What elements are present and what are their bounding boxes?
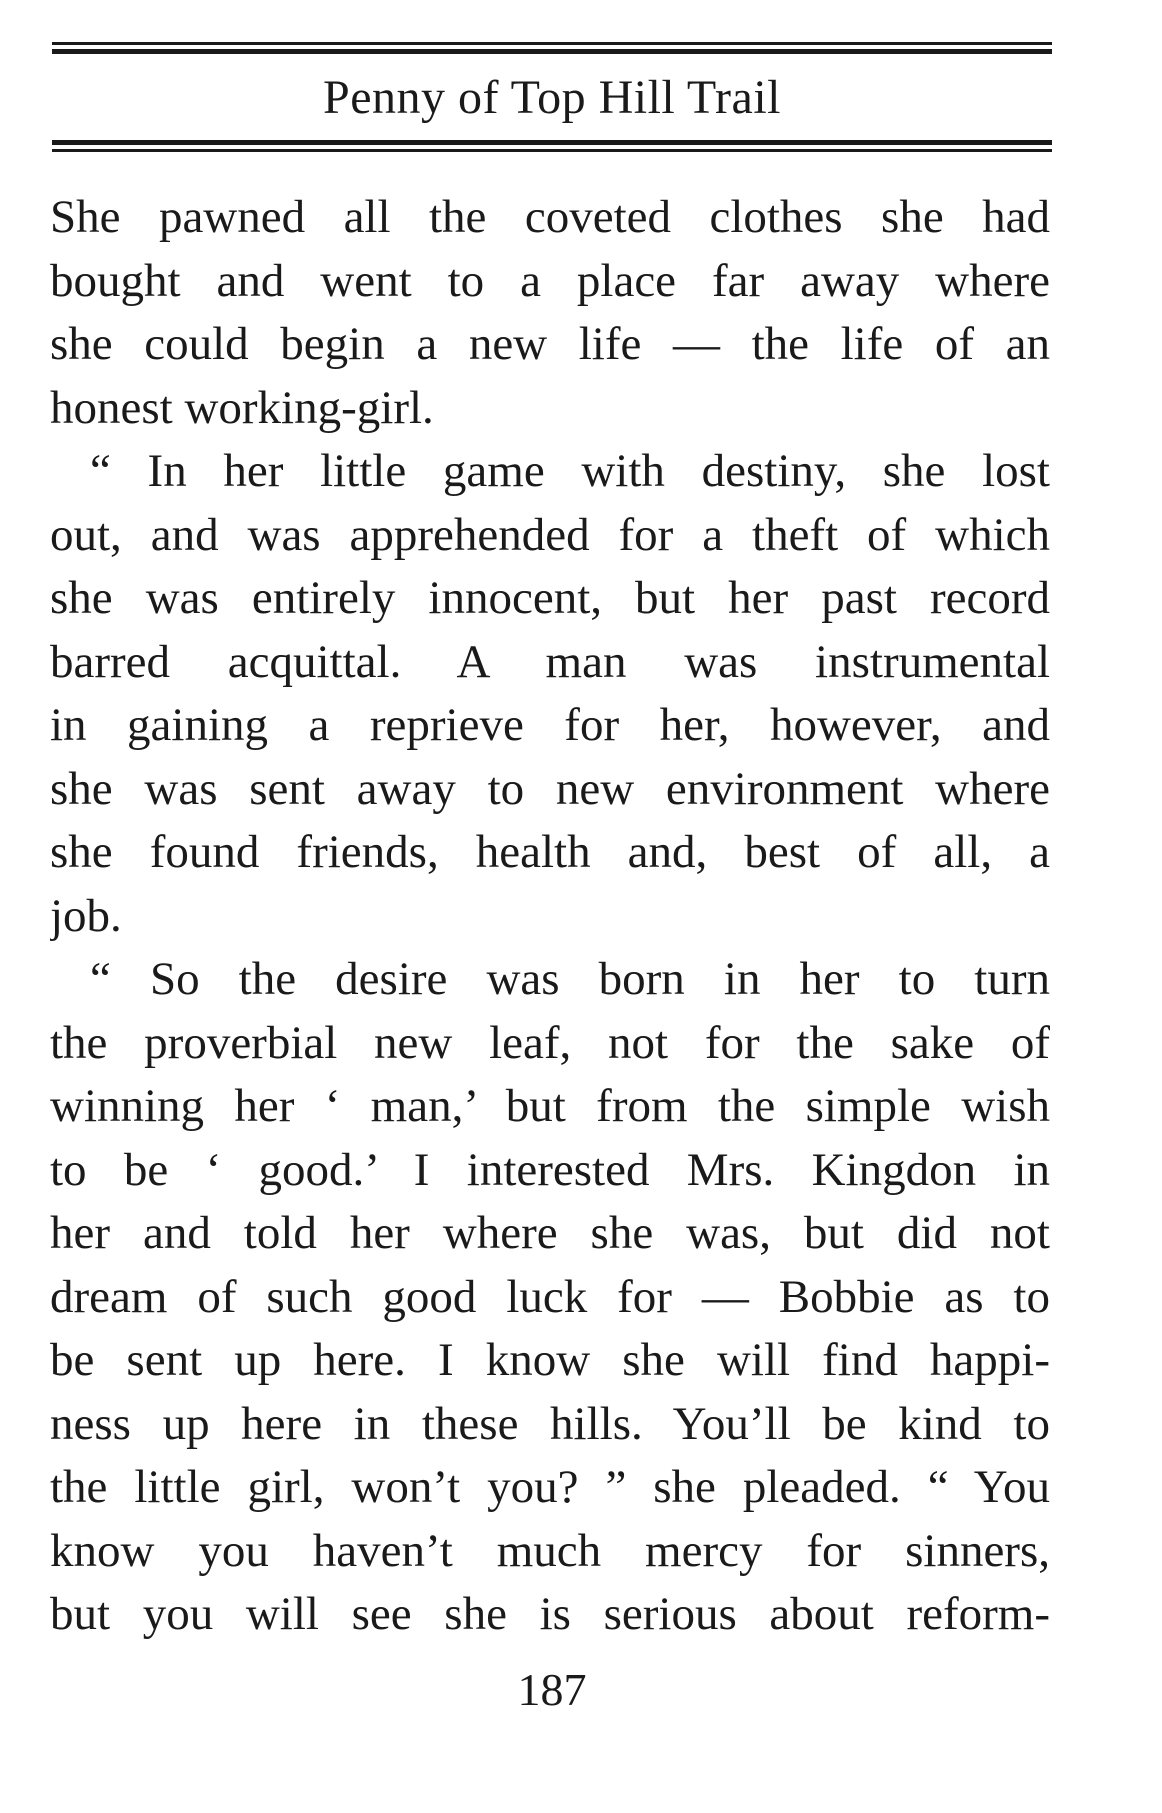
text-line: dream of such good luck for — Bobbie as to xyxy=(50,1270,1050,1323)
text-line: “ In her little game with destiny, she lost xyxy=(90,445,1050,497)
text-line: winning her ‘ man,’ but from the simple wish xyxy=(50,1080,1050,1132)
header-rule-top-thick xyxy=(52,49,1052,54)
text-line: barred acquittal. A man was instrumental xyxy=(50,635,1050,688)
text-line: job. xyxy=(50,889,122,942)
text-line: honest working-girl. xyxy=(50,381,434,434)
header-rule-top xyxy=(52,42,1052,54)
text-line: ness up here in these hills. You’ll be kind to xyxy=(50,1397,1050,1450)
header-rule-bottom-thin xyxy=(52,149,1052,152)
text-line: to be ‘ good.’ I interested Mrs. Kingdon in xyxy=(50,1143,1050,1196)
text-line: know you haven’t much mercy for sinners, xyxy=(50,1524,1050,1577)
body-text xyxy=(50,186,1050,1647)
text-line: out, and was apprehended for a theft of which xyxy=(50,508,1050,561)
page-number: 187 xyxy=(517,1664,587,1715)
text-line: her and told her where she was, but did not xyxy=(50,1207,1050,1259)
header-rule-bottom xyxy=(52,140,1052,152)
text-line: but you will see she is serious about reform- xyxy=(50,1588,1050,1640)
text-line: the proverbial new leaf, not for the sake of xyxy=(50,1016,1050,1069)
text-line: “ So the desire was born in her to turn xyxy=(90,953,1050,1005)
text-line: she could begin a new life — the life of an xyxy=(50,318,1050,370)
text-line: the little girl, won’t you? ” she pleaded. “ You xyxy=(50,1461,1050,1513)
text-line: she found friends, health and, best of all, a xyxy=(50,826,1050,878)
text-line: she was sent away to new environment where xyxy=(50,762,1050,815)
text-line: she was entirely innocent, but her past record xyxy=(50,572,1050,624)
text-line: be sent up here. I know she will find happi- xyxy=(50,1334,1050,1386)
running-title: Penny of Top Hill Trail xyxy=(323,71,781,124)
text-line: bought and went to a place far away where xyxy=(50,254,1050,307)
text-line: in gaining a reprieve for her, however, and xyxy=(50,699,1050,751)
text-line: She pawned all the coveted clothes she had xyxy=(50,191,1050,243)
